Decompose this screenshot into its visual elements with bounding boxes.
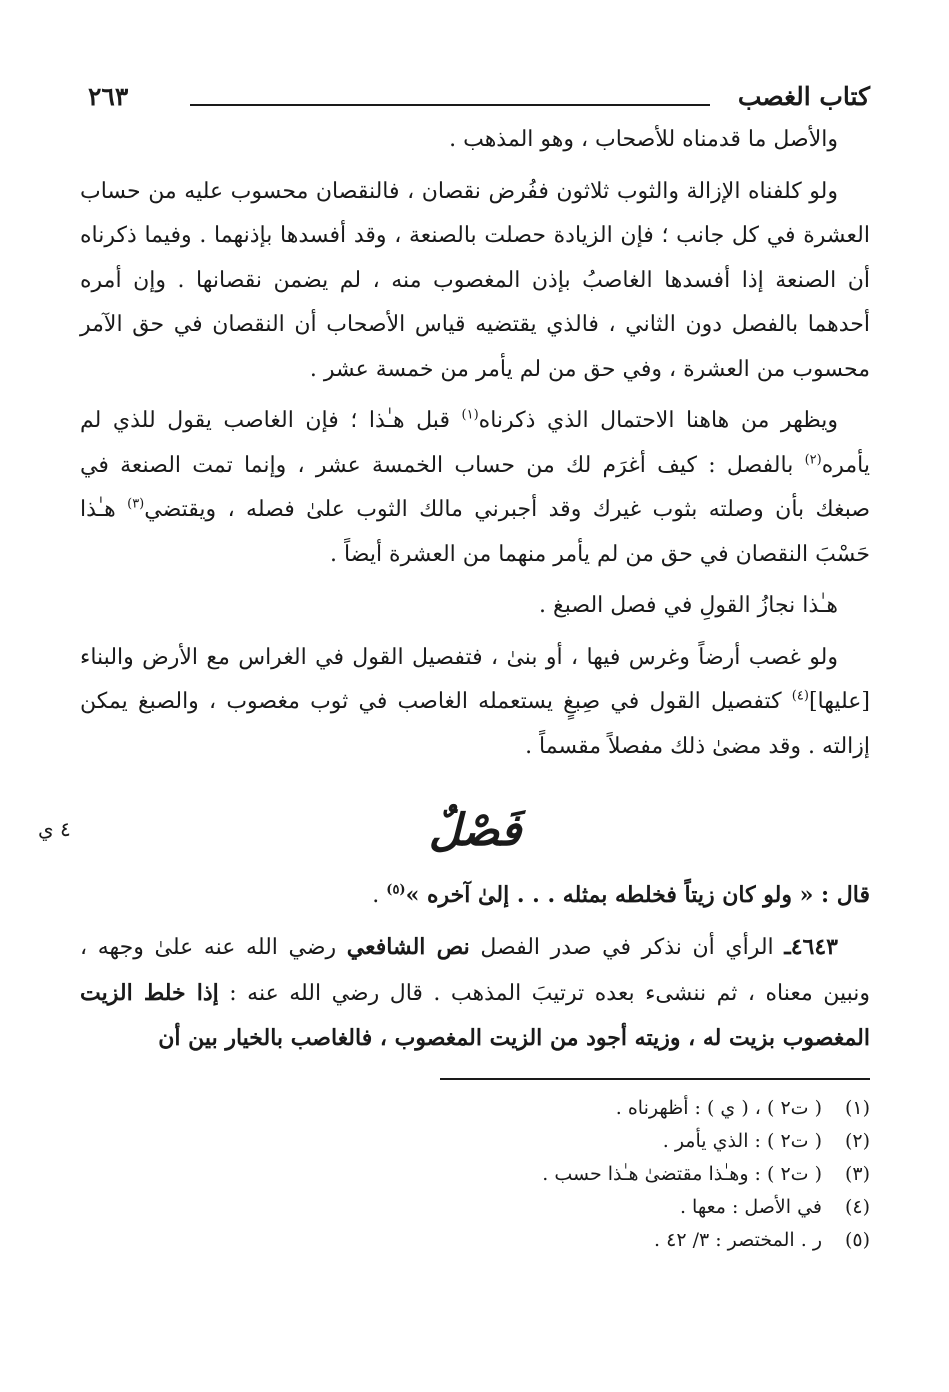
footnote-text: ر . المختصر : ٣/ ٤٢ . xyxy=(654,1228,822,1251)
footnote-text: ( ت٢ ) : وهـٰذا مقتضىٰ هـٰذا حسب . xyxy=(542,1162,822,1185)
paragraph-1: والأصل ما قدمناه للأصحاب ، وهو المذهب . xyxy=(449,127,838,152)
body-text xyxy=(80,118,870,769)
paragraph-5-part-a: ولو غصب أرضاً وغرس فيها ، أو بنىٰ ، فتفصيل القول في الغراس مع الأرض والبناء [عليها] xyxy=(80,644,870,714)
paragraph-number: ٤٦٤٣ـ xyxy=(784,934,838,960)
footnote-number: (٣) xyxy=(844,1162,870,1185)
paragraph-4643-bold-1: نص الشافعي xyxy=(346,934,470,960)
margin-manuscript-note: ٤ ي xyxy=(38,817,71,841)
paragraph-3-part-d: هـٰذا حَسْبَ النقصان في حق من لم يأمر منهما من العشرة أيضاً . xyxy=(80,497,870,567)
footnote-2 xyxy=(80,1125,870,1158)
paragraph-4643-text-1: الرأي أن نذكر في صدر الفصل xyxy=(469,935,785,960)
footnote-5 xyxy=(80,1224,870,1257)
paragraph-4643-block xyxy=(80,925,870,1062)
paragraph-4643-text-2: رضي الله عنه علىٰ وجهه ، ونبين معناه ، ثم ننشىء بعده ترتيبَ المذهب . قال رضي الله عنه : xyxy=(80,935,870,1006)
footnote-number: (٢) xyxy=(844,1129,870,1152)
footnote-mark-2[interactable]: (٢) xyxy=(804,452,822,468)
paragraph-4: هـٰذا نجازُ القولِ في فصل الصبغ . xyxy=(539,593,838,618)
footnote-text: ( ت٢ ) : الذي يأمر . xyxy=(662,1129,822,1152)
section-heading-block xyxy=(38,789,870,873)
paragraph-3-part-c: بالفصل : كيف أغرَم لك من حساب الخمسة عشر ، وإنما تمت الصنعة في صبغك بأن وصلته بثوب غيرك وقد أجبرني مالك الثوب علىٰ فصله ، ويقتضي xyxy=(80,452,871,522)
footnote-number: (٥) xyxy=(844,1228,870,1251)
footnote-text: في الأصل : معها . xyxy=(679,1195,822,1218)
footnote-mark-4[interactable]: (٤) xyxy=(791,688,809,704)
footnote-mark-1[interactable]: (١) xyxy=(461,407,479,423)
paragraph-3 xyxy=(80,399,870,577)
footnote-number: (١) xyxy=(844,1096,870,1119)
section-heading: فَصْلٌ xyxy=(428,805,522,856)
quote-text: قال : « ولو كان زيتاً فخلطه بمثله . . . إلىٰ آخره » xyxy=(405,882,870,908)
running-title: كتاب الغصب xyxy=(737,82,870,111)
paragraph-2: ولو كلفناه الإزالة والثوب ثلاثون ففُرض نقصان ، فالنقصان محسوب عليه من حساب العشرة في كل جانب ؛ فإن الزيادة حصلت بالصنعة ، وقد أفسدها بإذنهما . وفيما ذكرناه أن الصنعة إذا أفسدها الغاصبُ بإذن المغصوب منه ، لم يضمن نقصانها . وإن أمره أحدهما بالفصل دون الثاني ، فالذي يقتضيه قياس الأصحاب أن النقصان في حق الآمر محسوب من العشرة ، وفي حق من لم يأمر من خمسة عشر . xyxy=(80,178,871,382)
footnote-rule xyxy=(440,1078,870,1080)
book-page xyxy=(38,78,871,1257)
paragraph-5 xyxy=(80,636,870,770)
footnote-number: (٤) xyxy=(844,1195,870,1218)
paragraph-3-part-a: ويظهر من هاهنا الاحتمال الذي ذكرناه xyxy=(478,408,838,433)
page-number: ٢٦٣ xyxy=(88,82,129,111)
paragraph-4643-bold-2: إذا خلط الزيت المغصوب بزيت له ، وزيته أجود من الزيت المغصوب ، فالغاصب بالخيار بين أن xyxy=(80,979,870,1051)
paragraph-4643 xyxy=(80,925,870,1062)
page-header xyxy=(80,78,870,118)
header-rule xyxy=(190,104,710,106)
quote-line xyxy=(80,873,870,918)
footnote-3 xyxy=(80,1158,870,1191)
footnote-1 xyxy=(80,1092,870,1125)
quote-end: . xyxy=(372,883,387,908)
footnote-4 xyxy=(80,1191,870,1224)
footnotes xyxy=(80,1092,870,1257)
footnote-mark-5[interactable]: (٥) xyxy=(386,882,406,898)
paragraph-3-part-b: قبل هـٰذا ؛ فإن الغاصب يقول للذي لم يأمره xyxy=(80,408,870,478)
footnote-text: ( ت٢ ) ، ( ي ) : أظهرناه . xyxy=(615,1096,822,1119)
footnote-mark-3[interactable]: (٣) xyxy=(127,496,145,512)
paragraph-5-part-b: كتفصيل القول في صِبغٍ يستعمله الغاصب في ثوب مغصوب ، والصبغ يمكن إزالته . وقد مضىٰ ذلك مفصلاً مقسماً . xyxy=(80,689,870,759)
